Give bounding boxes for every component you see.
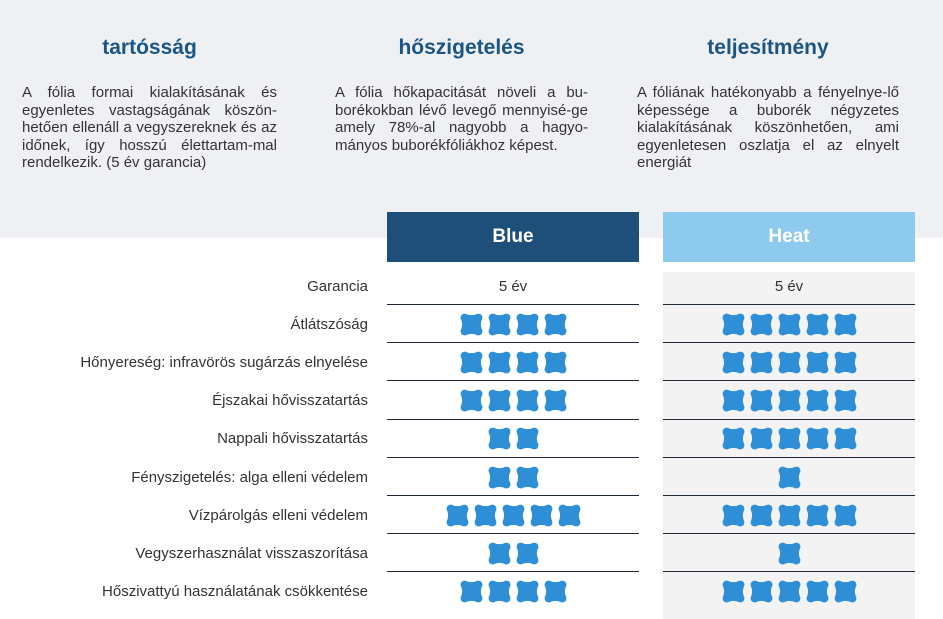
row-label: Vízpárolgás elleni védelem — [188, 506, 368, 524]
bubble-icon — [749, 503, 774, 528]
feature-title: teljesítmény — [707, 36, 829, 59]
heat-rating-cell — [663, 573, 915, 611]
bubble-icon — [515, 579, 540, 604]
feature-text: A fólia formai kialakításának és egyenletes vastagságának köszön-hetően ellenáll a vegyszereknek és az időnek, így hosszú élettartam-mal rendelkezik. (5 év garancia) — [22, 84, 277, 171]
column-header-heat: Heat — [663, 212, 915, 262]
bubble-icon — [487, 350, 512, 375]
bubble-icon — [515, 388, 540, 413]
bubble-icon — [487, 312, 512, 337]
feature-text: A fólia hőkapacitását növeli a bu-borékokban lévő levegő mennyisé-ge amely 78%-al nagyobb a hagyo-mányos buborékfóliákhoz képest. — [335, 84, 588, 154]
row-label: Garancia — [307, 277, 368, 295]
bubble-icon — [777, 465, 802, 490]
feature-title: tartósság — [102, 36, 197, 59]
bubble-icon — [777, 541, 802, 566]
blue-rating-cell — [387, 382, 639, 420]
blue-rating-cell — [387, 420, 639, 458]
table-row — [0, 458, 943, 496]
bubble-icon — [749, 312, 774, 337]
bubble-icon — [749, 426, 774, 451]
bubble-icon — [459, 579, 484, 604]
bubble-icon — [459, 388, 484, 413]
bubble-icon — [459, 350, 484, 375]
bubble-icon — [833, 350, 858, 375]
bubble-icon — [721, 503, 746, 528]
bubble-icon — [459, 312, 484, 337]
row-label: Éjszakai hővisszatartás — [212, 392, 368, 410]
table-row — [0, 305, 943, 343]
heat-rating-cell: 5 év — [774, 277, 804, 295]
heat-rating-cell — [663, 305, 915, 343]
bubble-icon — [833, 426, 858, 451]
bubble-icon — [833, 503, 858, 528]
heat-rating-cell — [663, 458, 915, 496]
bubble-icon — [487, 541, 512, 566]
table-row — [0, 343, 943, 381]
bubble-icon — [529, 503, 554, 528]
table-row — [0, 496, 943, 534]
bubble-icon — [777, 503, 802, 528]
bubble-icon — [777, 388, 802, 413]
bubble-icon — [515, 312, 540, 337]
bubble-icon — [473, 503, 498, 528]
blue-rating-cell — [387, 305, 639, 343]
blue-rating-cell: 5 év — [498, 277, 528, 295]
feature-insulation — [335, 36, 588, 154]
bubble-icon — [805, 388, 830, 413]
bubble-icon — [777, 579, 802, 604]
bubble-icon — [543, 350, 568, 375]
bubble-icon — [805, 312, 830, 337]
bubble-icon — [515, 541, 540, 566]
table-row — [0, 267, 943, 305]
bubble-icon — [721, 388, 746, 413]
row-label: Hőszivattyú használatának csökkentése — [102, 583, 368, 601]
heat-rating-cell — [663, 496, 915, 534]
feature-title: hőszigetelés — [398, 36, 525, 59]
bubble-icon — [777, 312, 802, 337]
row-label: Fényszigetelés: alga elleni védelem — [131, 468, 368, 486]
bubble-icon — [833, 312, 858, 337]
bubble-icon — [749, 579, 774, 604]
heat-rating-cell — [663, 420, 915, 458]
bubble-icon — [805, 503, 830, 528]
bubble-icon — [721, 350, 746, 375]
heat-rating-cell — [663, 534, 915, 572]
bubble-icon — [721, 426, 746, 451]
bubble-icon — [833, 579, 858, 604]
blue-rating-cell — [387, 573, 639, 611]
column-header-blue: Blue — [387, 212, 639, 262]
heat-rating-cell — [663, 343, 915, 381]
bubble-icon — [833, 388, 858, 413]
bubble-icon — [721, 579, 746, 604]
table-row — [0, 534, 943, 572]
bubble-icon — [749, 350, 774, 375]
bubble-icon — [805, 350, 830, 375]
table-row — [0, 382, 943, 420]
bubble-icon — [543, 579, 568, 604]
blue-rating-cell — [387, 496, 639, 534]
table-row — [0, 573, 943, 611]
blue-rating-cell — [387, 343, 639, 381]
blue-rating-cell — [387, 458, 639, 496]
bubble-icon — [487, 465, 512, 490]
bubble-icon — [543, 312, 568, 337]
table-row — [0, 420, 943, 458]
row-label: Vegyszerhasználat visszaszorítása — [135, 544, 368, 562]
bubble-icon — [487, 388, 512, 413]
row-label: Nappali hővisszatartás — [217, 430, 368, 448]
bubble-icon — [445, 503, 470, 528]
bubble-icon — [501, 503, 526, 528]
bubble-icon — [777, 350, 802, 375]
bubble-icon — [543, 388, 568, 413]
bubble-icon — [515, 465, 540, 490]
bubble-icon — [805, 579, 830, 604]
bubble-icon — [777, 426, 802, 451]
bubble-icon — [557, 503, 582, 528]
row-label: Hőnyereség: infravörös sugárzás elnyelése — [80, 353, 368, 371]
blue-rating-cell — [387, 534, 639, 572]
heat-rating-cell — [663, 382, 915, 420]
row-label: Átlátszóság — [290, 315, 368, 333]
feature-durability — [22, 36, 277, 172]
bubble-icon — [515, 350, 540, 375]
bubble-icon — [721, 312, 746, 337]
bubble-icon — [749, 388, 774, 413]
bubble-icon — [487, 426, 512, 451]
bubble-icon — [487, 579, 512, 604]
feature-performance — [637, 36, 899, 172]
bubble-icon — [805, 426, 830, 451]
feature-text: A fóliának hatékonyabb a fényelnye-lő képessége a buborék négyzetes kialakításának köszönhetően, ami egyenletesen oszlatja el az elnyelt energiát — [637, 84, 899, 171]
bubble-icon — [515, 426, 540, 451]
